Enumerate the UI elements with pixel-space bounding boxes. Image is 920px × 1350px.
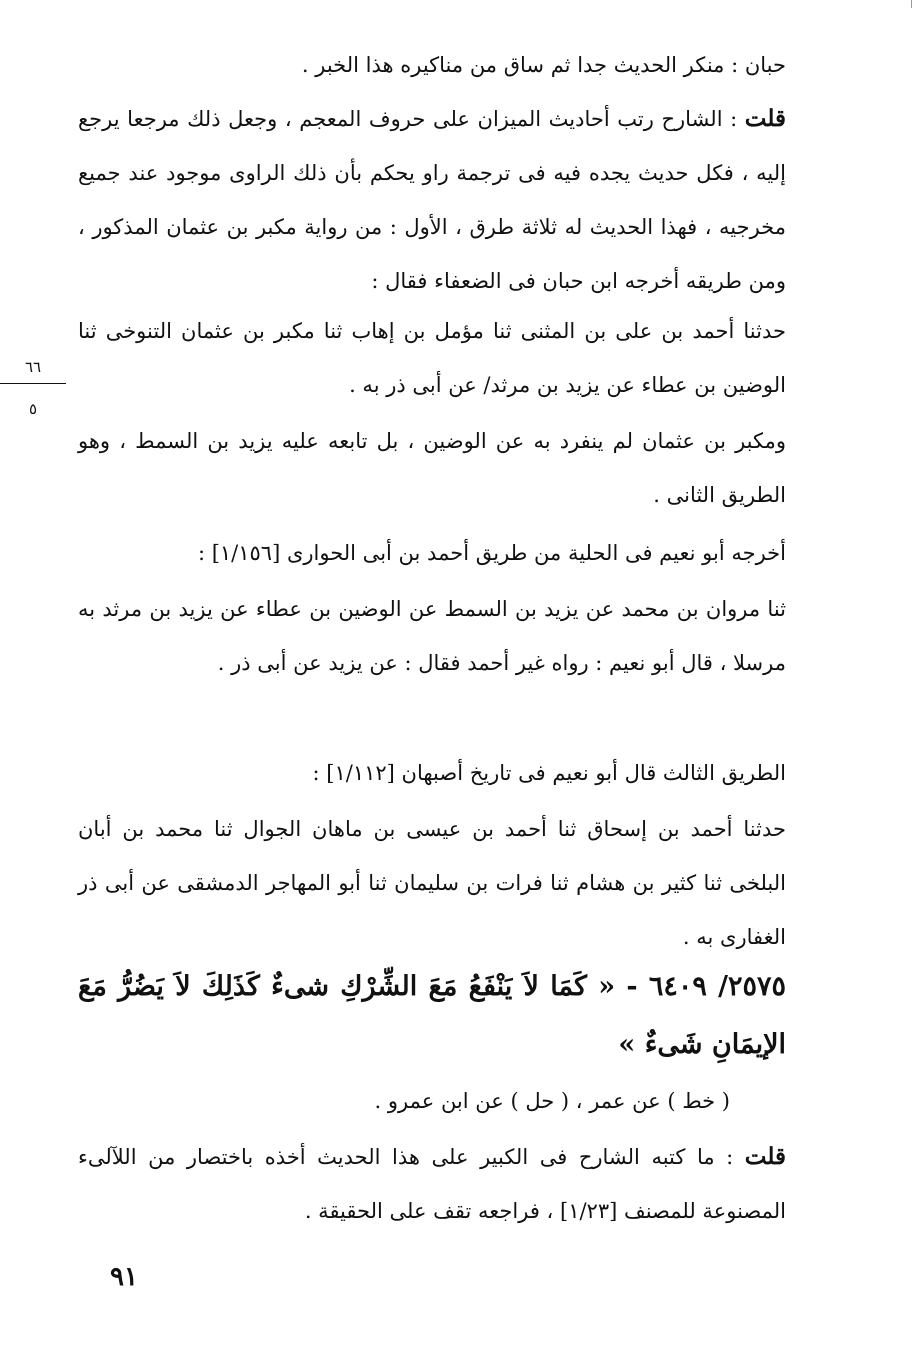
paragraph-8 <box>78 802 786 964</box>
text-block-third-path <box>78 746 786 800</box>
paragraph-text: حدثنا أحمد بن على بن المثنى ثنا مؤمل بن إهاب ثنا مكبر بن عثمان التنوخى ثنا الوضين بن عطاء عن يزيد بن مرثد/ عن أبى ذر به . <box>78 319 786 397</box>
page-number: ٩١ <box>110 1262 138 1292</box>
text-block-chain-1 <box>78 304 786 412</box>
paragraph-lead: قلت <box>744 1143 786 1170</box>
paragraph-text: حدثنا أحمد بن إسحاق ثنا أحمد بن عيسى بن ماهان الجوال ثنا محمد بن أبان البلخى ثنا كثير بن هشام ثنا فرات بن سليمان ثنا أبو المهاجر الدمشقى عن أبى ذر الغفارى به . <box>78 817 786 949</box>
paragraph-text: : الشارح رتب أحاديث الميزان على حروف المعجم ، وجعل ذلك مرجعا يرجع إليه ، فكل حديث يجده فيه فى ترجمة راو يحكم بأن ذلك الراوى موجود عند جميع مخرجيه ، فهذا الحديث له ثلاثة طرق ، الأول : من رواية مكبر بن عثمان المذكور ، ومن طريقه أخرجه ابن حبان فى الضعفاء فقال : <box>78 107 786 293</box>
paragraph-7 <box>78 746 786 800</box>
paragraph-4 <box>78 414 786 522</box>
paragraph-2 <box>78 92 786 308</box>
paragraph-text: : ما كتبه الشارح فى الكبير على هذا الحديث أخذه باختصار من اللآلىء المصنوعة للمصنف [١/٢٣] ، فراجعه تقف على الحقيقة . <box>78 1145 786 1223</box>
paragraph-closing <box>78 1130 786 1238</box>
text-block-top <box>78 38 786 308</box>
hadith-text: ٢٥٧٥/ ٦٤٠٩ - « كَمَا لاَ يَنْفَعُ مَعَ الشِّرْكِ شىءٌ كَذَلِكَ لاَ يَضُرُّ مَعَ الإيمَانِ شَىءٌ » <box>78 971 786 1060</box>
paragraph-3 <box>78 304 786 412</box>
hadith-sources: ( خط ) عن عمر ، ( حل ) عن ابن عمرو . <box>374 1089 730 1113</box>
paragraph-text: ثنا مروان بن محمد عن يزيد بن السمط عن الوضين بن عطاء عن يزيد بن مرثد به مرسلا ، قال أبو نعيم : رواه غير أحمد فقال : عن يزيد عن أبى ذر . <box>78 597 786 675</box>
paragraph-5 <box>78 526 786 580</box>
text-block-hilya <box>78 526 786 580</box>
paragraph-1 <box>78 38 786 92</box>
page-edge-mark <box>911 0 912 8</box>
text-block-closing <box>78 1130 786 1238</box>
margin-note-bottom: ٥ <box>28 400 38 418</box>
paragraph-lead: قلت <box>744 105 786 132</box>
text-block-chain-3 <box>78 802 786 964</box>
margin-rule <box>0 383 66 384</box>
text-block-follow <box>78 414 786 522</box>
paragraph-text: حبان : منكر الحديث جدا ثم ساق من مناكيره هذا الخبر . <box>301 53 786 77</box>
paragraph-text: أخرجه أبو نعيم فى الحلية من طريق أحمد بن أبى الحوارى [١/١٥٦] : <box>197 541 786 565</box>
margin-note-top: ٦٦ <box>24 358 42 376</box>
text-block-chain-2 <box>78 582 786 690</box>
paragraph-text: ومكبر بن عثمان لم ينفرد به عن الوضين ، بل تابعه عليه يزيد بن السمط ، وهو الطريق الثانى . <box>78 429 786 507</box>
paragraph-text: الطريق الثالث قال أبو نعيم فى تاريخ أصبهان [١/١١٢] : <box>312 761 786 785</box>
paragraph-6 <box>78 582 786 690</box>
